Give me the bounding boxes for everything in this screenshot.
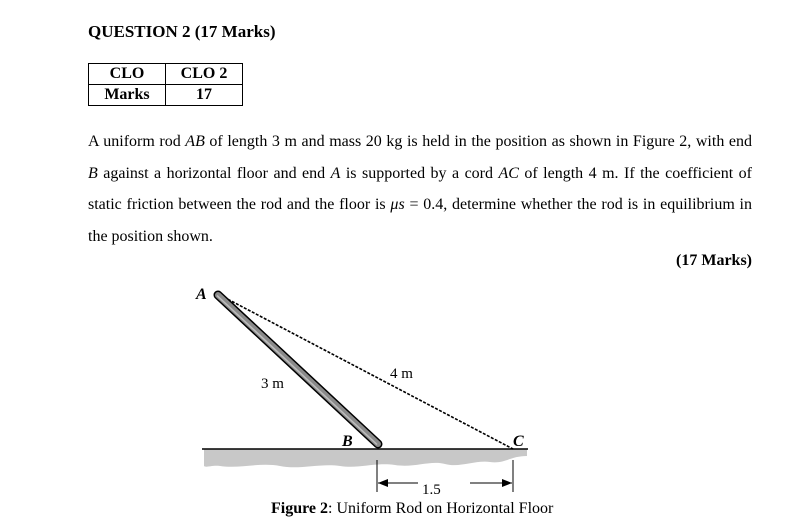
- clo-table: [88, 63, 243, 106]
- dim-label: 1.5: [422, 482, 441, 498]
- rod-ab-fill: [218, 295, 378, 444]
- table-cell-marks-value: 17: [166, 85, 243, 106]
- text-run: of length 4 m. If the coefficient of static friction between the rod and the floor is: [88, 164, 753, 213]
- label-rod-length: 3 m: [261, 376, 284, 392]
- table-cell-marks-label: Marks: [89, 85, 166, 106]
- table-cell-clo-label: CLO: [89, 64, 166, 85]
- caption-label: Figure 2: [271, 500, 329, 517]
- text-run: = 0.4, determine whether the rod is in equilibrium in the position shown.: [88, 196, 752, 245]
- figure-2-diagram: [190, 278, 535, 498]
- label-a: A: [196, 286, 207, 303]
- text-run: A: [330, 164, 341, 182]
- label-c: C: [513, 433, 524, 450]
- label-b: B: [342, 433, 353, 450]
- mu-symbol: μs: [390, 196, 405, 213]
- text-run: B: [88, 164, 98, 182]
- text-run: A uniform rod: [88, 133, 186, 150]
- text-run: AB: [185, 133, 205, 150]
- floor-ground: [204, 449, 527, 467]
- table-row: [89, 64, 243, 85]
- marks-label: (17 Marks): [676, 252, 752, 269]
- dim-arrow-left: [378, 479, 388, 487]
- question-text: [88, 126, 752, 252]
- figure-caption: [271, 500, 553, 518]
- table-cell-clo-value: CLO 2: [166, 64, 243, 85]
- caption-text: : Uniform Rod on Horizontal Floor: [328, 500, 554, 517]
- text-run: of length 3 m and mass 20 kg is held in the position as shown in Figure 2, with end: [204, 133, 753, 150]
- text-run: is supported by a cord: [340, 164, 499, 182]
- dim-arrow-right: [502, 479, 512, 487]
- text-run: against a horizontal floor and end: [97, 164, 331, 182]
- rod-ab-highlight: [217, 296, 377, 445]
- text-run: AC: [498, 164, 519, 182]
- label-cord-length: 4 m: [390, 366, 413, 382]
- question-heading: QUESTION 2 (17 Marks): [88, 22, 276, 41]
- table-row: [89, 85, 243, 106]
